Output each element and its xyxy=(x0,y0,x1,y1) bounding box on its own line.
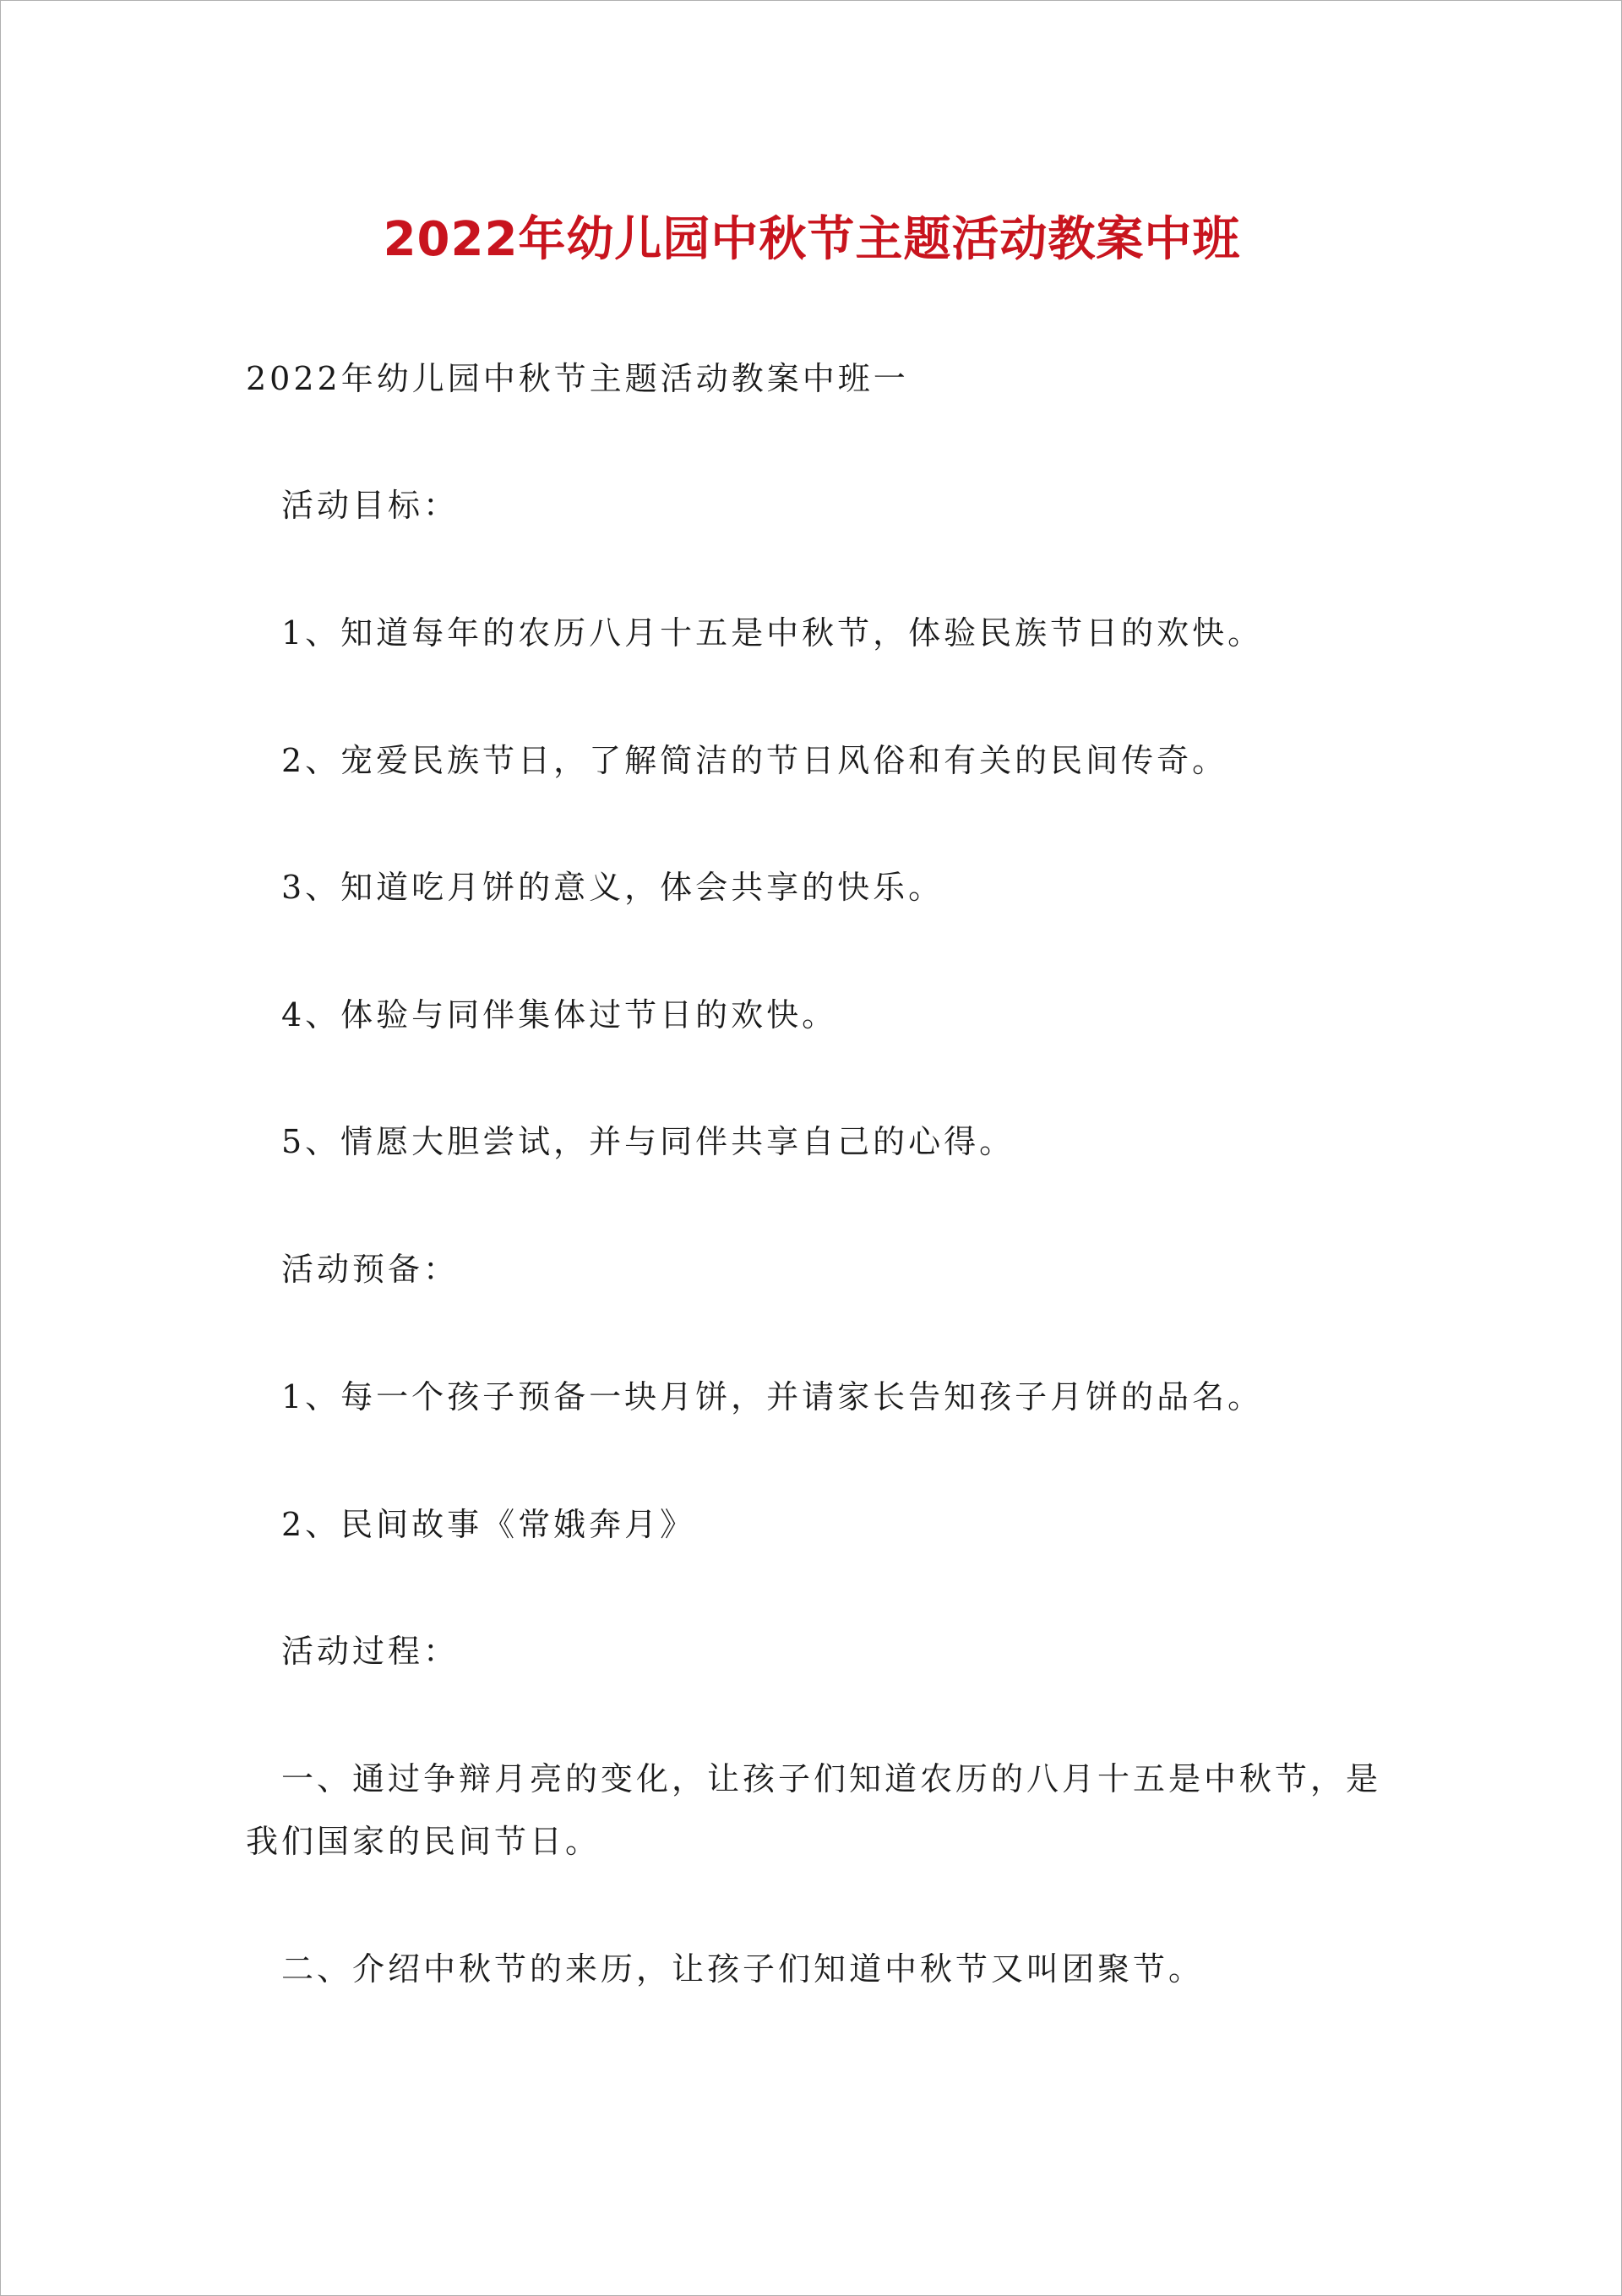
section-heading-goals: 活动目标： xyxy=(281,487,460,524)
section-heading-process: 活动过程： xyxy=(281,1633,460,1670)
subtitle-paragraph: 2022年幼儿园中秋节主题活动教案中班一 xyxy=(246,360,909,397)
goal-item: 3、知道吃月饼的意义，体会共享的快乐。 xyxy=(281,869,944,906)
goal-item: 2、宠爱民族节日，了解简洁的节日风俗和有关的民间传奇。 xyxy=(281,742,1228,779)
process-item: 二、介绍中秋节的来历，让孩子们知道中秋节又叫团聚节。 xyxy=(281,1950,1205,1988)
preparation-item: 2、民间故事《常娥奔月》 xyxy=(281,1506,696,1543)
section-heading-preparation: 活动预备： xyxy=(281,1251,460,1288)
process-item: 一、通过争辩月亮的变化，让孩子们知道农历的八月十五是中秋节，是我们国家的民间节日。 xyxy=(246,1760,1382,1860)
goal-item: 1、知道每年的农历八月十五是中秋节，体验民族节日的欢快。 xyxy=(281,614,1264,652)
preparation-item: 1、每一个孩子预备一块月饼，并请家长告知孩子月饼的品名。 xyxy=(281,1378,1264,1415)
goal-item: 4、体验与同伴集体过节日的欢快。 xyxy=(281,996,838,1033)
document-title: 2022年幼儿园中秋节主题活动教案中班 xyxy=(383,212,1241,267)
goal-item: 5、情愿大胆尝试，并与同伴共享自己的心得。 xyxy=(281,1123,1015,1160)
